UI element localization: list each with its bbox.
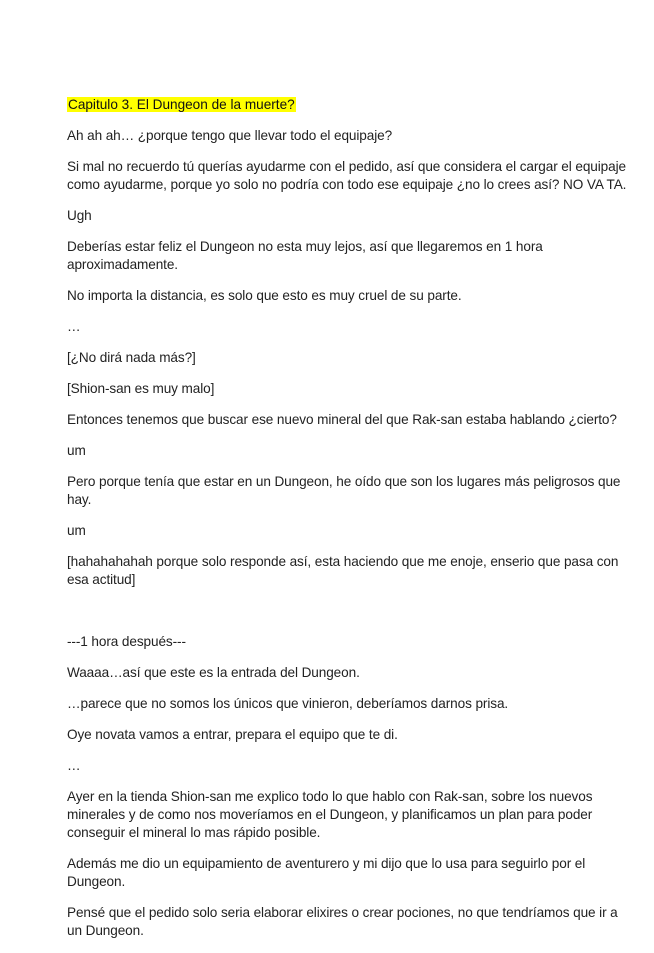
chapter-title-line (67, 96, 627, 114)
scene-break: ---1 hora después--- (67, 634, 186, 649)
paragraph: Si mal no recuerdo tú querías ayudarme con el pedido, así que considera el cargar el equipaje como ayudarme, porque yo solo no podría con todo ese equipaje ¿no lo crees así? NO VA TA. (67, 159, 627, 192)
blank-line (67, 602, 627, 633)
paragraph: [¿No dirá nada más?] (67, 350, 196, 365)
paragraph: um (67, 443, 86, 458)
document-body (67, 96, 627, 953)
paragraph: … (67, 319, 81, 334)
paragraph: Ayer en la tienda Shion-san me explico todo lo que hablo con Rak-san, sobre los nuevos minerales y de como nos moveríamos en el Dungeon, y planificamos un plan para poder conseguir el mineral lo mas rápido posible. (67, 789, 593, 840)
paragraph: Pero porque tenía que estar en un Dungeon, he oído que son los lugares más peligrosos que hay. (67, 474, 621, 507)
paragraph: No importa la distancia, es solo que esto es muy cruel de su parte. (67, 288, 462, 303)
paragraph: um (67, 523, 86, 538)
paragraph: Ah ah ah… ¿porque tengo que llevar todo el equipaje? (67, 128, 393, 143)
paragraph: Pensé que el pedido solo seria elaborar elixires o crear pociones, no que tendríamos que ir a un Dungeon. (67, 905, 618, 938)
chapter-title: Capitulo 3. El Dungeon de la muerte? (68, 97, 295, 112)
paragraph: Además me dio un equipamiento de aventurero y mi dijo que lo usa para seguirlo por el Dungeon. (67, 856, 586, 889)
paragraph: Waaaa…así que este es la entrada del Dungeon. (67, 665, 360, 680)
paragraph: …parece que no somos los únicos que vinieron, deberíamos darnos prisa. (67, 696, 509, 711)
paragraph: … (67, 758, 81, 773)
paragraph: [hahahahahah porque solo responde así, esta haciendo que me enoje, enserio que pasa con esa actitud] (67, 554, 619, 587)
paragraph: Oye novata vamos a entrar, prepara el equipo que te di. (67, 727, 398, 742)
paragraph: [Shion-san es muy malo] (67, 381, 215, 396)
paragraph: Entonces tenemos que buscar ese nuevo mineral del que Rak-san estaba hablando ¿cierto? (67, 412, 617, 427)
paragraph: Ugh (67, 208, 92, 223)
paragraph: Deberías estar feliz el Dungeon no esta muy lejos, así que llegaremos en 1 hora aproximadamente. (67, 239, 543, 272)
